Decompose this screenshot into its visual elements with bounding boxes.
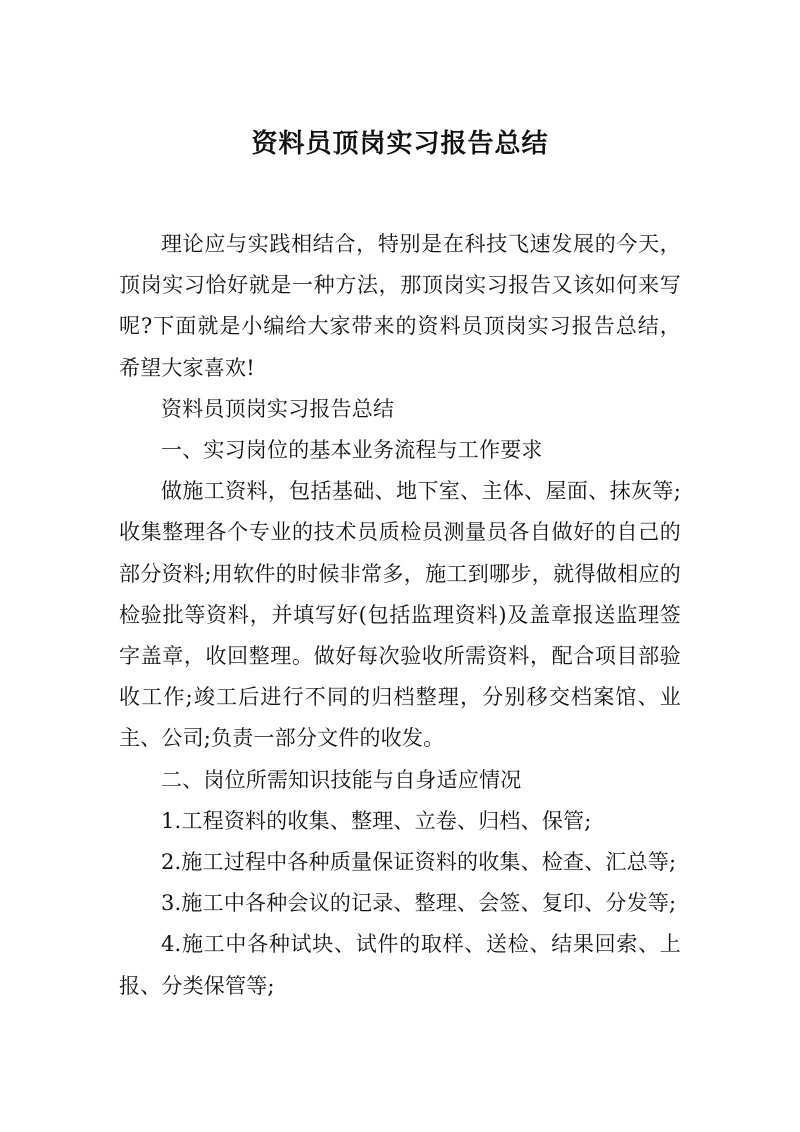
paragraph-intro: 理论应与实践相结合，特别是在科技飞速发展的今天，顶岗实习恰好就是一种方法，那顶岗实习报告又该如何来写呢?下面就是小编给大家带来的资料员顶岗实习报告总结，希望大家喜欢! [119,232,681,380]
list-item-3: 3.施工中各种会议的记录、整理、会签、复印、分发等; [161,891,677,916]
document-body [119,224,681,1007]
list-item-2: 2.施工过程中各种质量保证资料的收集、检查、汇总等; [161,850,677,875]
paragraph-subtitle: 资料员顶岗实习报告总结 [161,396,395,421]
document-title: 资料员顶岗实习报告总结 [251,129,549,159]
list-item-1: 1.工程资料的收集、整理、立卷、归档、保管; [161,808,592,833]
section-heading-2: 二、岗位所需知识技能与自身适应情况 [161,767,522,792]
section-heading-1: 一、实习岗位的基本业务流程与工作要求 [161,438,543,463]
list-item-4: 4.施工中各种试块、试件的取样、送检、结果回索、上报、分类保管等; [119,932,681,998]
paragraph-workflow: 做施工资料，包括基础、地下室、主体、屋面、抹灰等;收集整理各个专业的技术员质检员测量员各自做好的自己的部分资料;用软件的时候非常多，施工到哪步，就得做相应的检验批等资料，并填写好(包括监理资料)及盖章报送监理签字盖章，收回整理。做好每次验收所需资料，配合项目部验收工作;竣工后进行不同的归档整理，分别移交档案馆、业主、公司;负责一部分文件的收发。 [119,479,681,751]
